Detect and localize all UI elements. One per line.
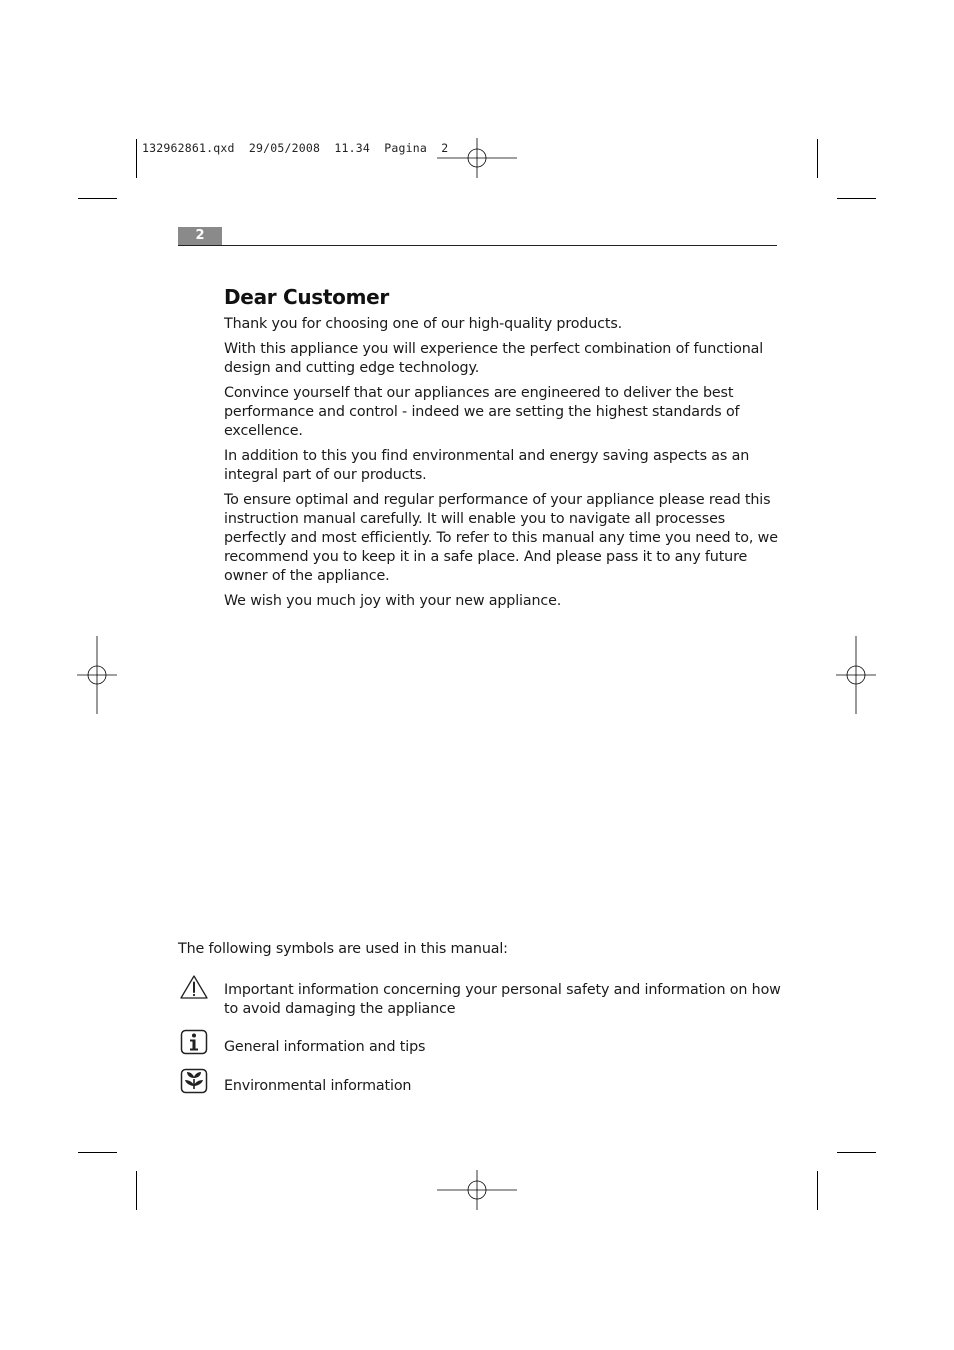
- symbol-description: Environmental information: [224, 1078, 412, 1094]
- symbol-description: General information and tips: [224, 1039, 426, 1055]
- crop-mark: [136, 1171, 137, 1210]
- paragraph: With this appliance you will experience the perfect combination of functional design and cutting edge technology.: [224, 340, 764, 376]
- crop-mark: [78, 1152, 117, 1153]
- intro-text: [224, 315, 784, 617]
- registration-mark: [437, 1170, 517, 1210]
- symbols-intro: The following symbols are used in this manual:: [178, 941, 508, 957]
- crop-mark: [837, 198, 876, 199]
- crop-mark: [837, 1152, 876, 1153]
- registration-mark: [77, 636, 117, 714]
- crop-mark: [817, 139, 818, 178]
- header-rule: [178, 245, 777, 246]
- crop-mark: [817, 1171, 818, 1210]
- environment-icon: [180, 1068, 208, 1094]
- page-title: Dear Customer: [224, 285, 389, 309]
- registration-mark: [437, 138, 517, 178]
- page-number-badge: 2: [178, 227, 222, 245]
- symbol-description: Important information concerning your personal safety and information on how to avoid damaging the appliance: [224, 982, 781, 1018]
- paragraph: To ensure optimal and regular performance of your appliance please read this instruction manual carefully. It will enable you to navigate all processes perfectly and most efficiently. To refer to this manual any time you need to, we recommend you to keep it in a safe place. And please pass it to any future owner of the appliance.: [224, 491, 778, 585]
- crop-mark: [78, 198, 117, 199]
- paragraph: In addition to this you find environmental and energy saving aspects as an integral part of our products.: [224, 447, 750, 483]
- warning-triangle-icon: [179, 974, 209, 1000]
- paragraph: Thank you for choosing one of our high-quality products.: [224, 316, 623, 332]
- paragraph: We wish you much joy with your new appliance.: [224, 593, 562, 610]
- paragraph: Convince yourself that our appliances are engineered to deliver the best performance and control - indeed we are setting the highest standards of excellence.: [224, 384, 740, 440]
- print-slug: 132962861.qxd 29/05/2008 11.34 Pagina 2: [142, 141, 449, 155]
- info-icon: [180, 1029, 208, 1055]
- crop-mark: [136, 139, 137, 178]
- registration-mark: [836, 636, 876, 714]
